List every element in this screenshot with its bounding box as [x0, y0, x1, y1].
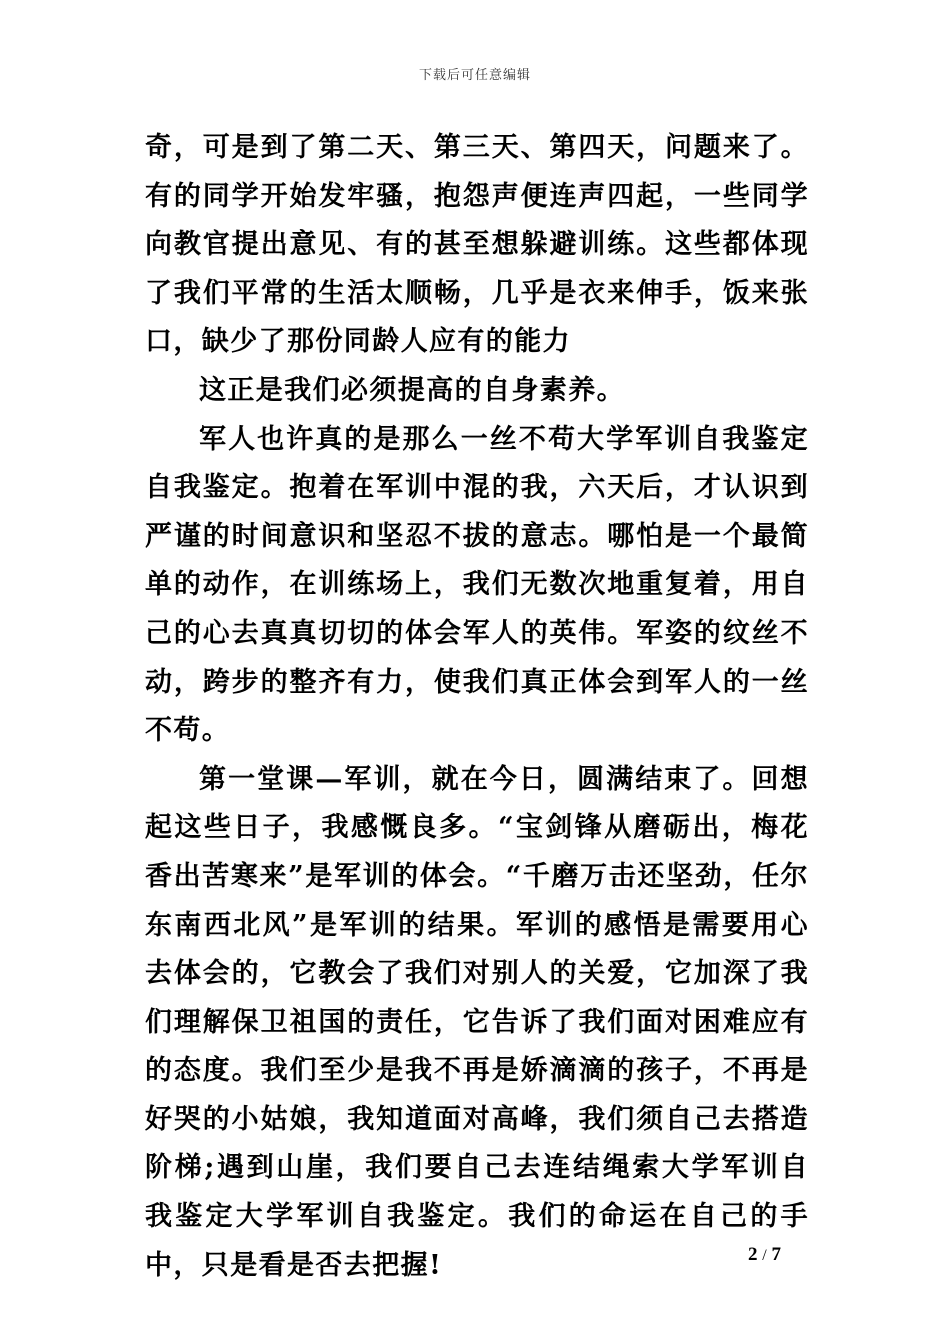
paragraph: 这正是我们必须提高的自身素养。 — [199, 374, 625, 406]
paragraph-continuation: 奇，可是到了第二天、第三天、第四天，问题来了。有的同学开始发牢骚，抱怨声便连声四起，一些同学向教官提出意见、有的甚至想躲避训练。这些都体现了我们平常的生活太顺畅，几乎是衣来伸手，饭来张口，缺少了那份同龄人应有的能力 — [145, 132, 809, 358]
page-number-separator: / — [762, 1247, 767, 1264]
document-body — [145, 124, 809, 1290]
paragraph: 军人也许真的是那么一丝不苟大学军训自我鉴定自我鉴定。抱着在军训中混的我，六天后，才认识到严谨的时间意识和坚忍不拔的意志。哪怕是一个最简单的动作，在训练场上，我们无数次地重复着，用自己的心去真真切切的体会军人的英伟。军姿的纹丝不动，跨步的整齐有力，使我们真正体会到军人的一丝不苟。 — [145, 423, 809, 747]
page-number-current: 2 — [748, 1244, 758, 1265]
page-number — [748, 1244, 781, 1266]
page-number-total: 7 — [771, 1244, 781, 1265]
paragraph: 第一堂课—军训，就在今日，圆满结束了。回想起这些日子，我感慨良多。“宝剑锋从磨砺出，梅花香出苦寒来”是军训的体会。“千磨万击还坚劲，任尔东南西北风”是军训的结果。军训的感悟是需要用心去体会的，它教会了我们对别人的关爱，它加深了我们理解保卫祖国的责任，它告诉了我们面对困难应有的态度。我们至少是我不再是娇滴滴的孩子，不再是好哭的小姑娘，我知道面对高峰，我们须自己去搭造阶梯;遇到山崖，我们要自己去连结绳索大学军训自我鉴定大学军训自我鉴定。我们的命运在自己的手中，只是看是否去把握! — [145, 763, 809, 1281]
page-header: 下载后可任意编辑 — [418, 68, 531, 83]
